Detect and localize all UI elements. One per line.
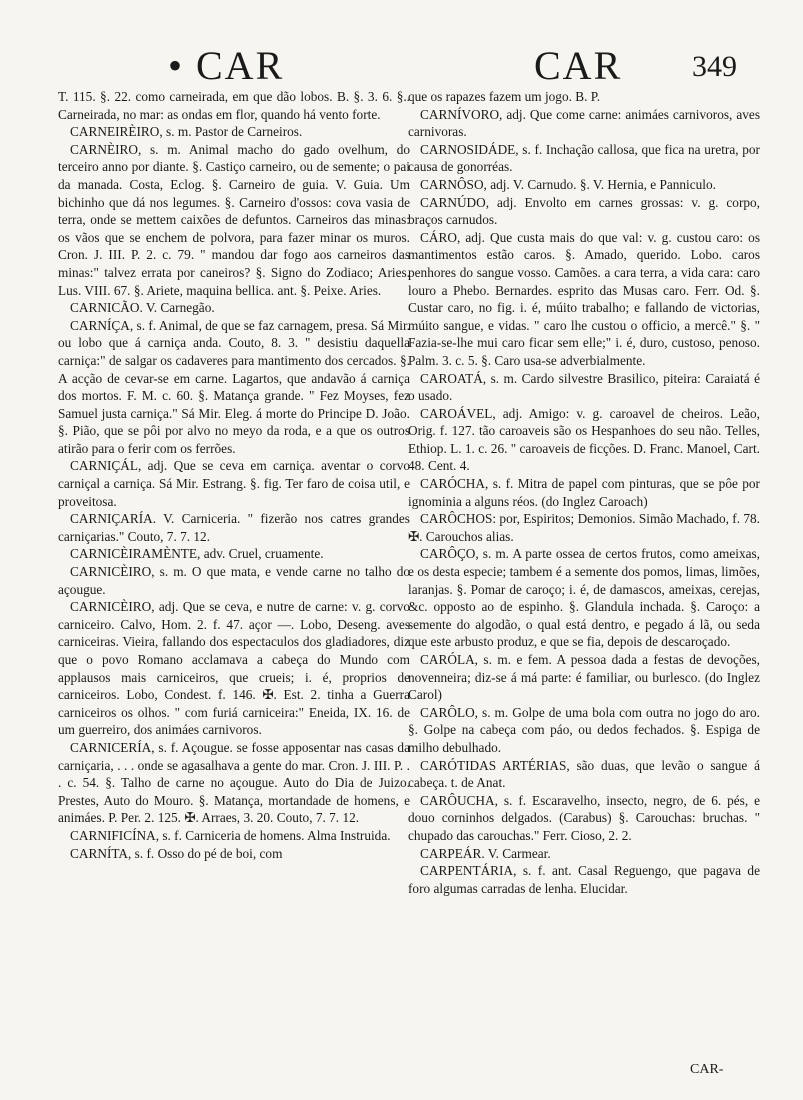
entry-carnoso: CARNÔSO, adj. V. Carnudo. §. V. Hernia, e Panniculo. — [420, 176, 716, 192]
entry-carnica: CARNÍÇA, s. f. Animal, de que se faz carnagem, presa. Sá Mir. ou lobo que á carniça anda. Couto, 8. 3. " desistiu daquella carniça:" de salgar os cadaveres para mantimento dos cercados. §. A acção de cevar-se em carne. Lagartos, que andavão á carniça dos mortos. F. M. c. 60. §. Matança grande. " Fez Moyses, fez Samuel justa carniça." Sá Mir. Eleg. á morte do Principe D. João. §. Pião, que se pôi por alvo no meyo da roda, e a que os outros atirão para o ferir com os ferrões. — [58, 317, 410, 456]
entry-carnita: CARNÍTA, s. f. Osso do pé de boi, com — [70, 845, 283, 861]
entry-carolo: CARÔLO, s. m. Golpe de uma bola com outra no jogo do aro. §. Golpe na cabeça com páo, ou dedos fechados. §. Espiga de milho debulhado. — [408, 704, 760, 755]
entry-carniceiro-adj: CARNICÈIRO, adj. Que se ceva, e nutre de carne: v. g. corvo carniceiro. Calvo, Hom. 2. f. 47. açor —. Lobo, Deseng. aves carniceiras. Vieira, fallando dos espectaculos dos gladiadores, diz que o povo Romano acclamava a cabeça do Mundo com applausos mais carniceiros, que crueis; i. é, proprios de carniceiros. Lobo, Condest. f. 146. ✠. Est. 2. tinha a Guerra carniceiros os olhos. " com furiá carniceira:" Eneida, IX. 16. de um guerreiro, dos animáes carnivoros. — [58, 599, 410, 738]
entry-carpear: CARPEÁR. V. Carmear. — [420, 845, 551, 861]
right-column — [408, 88, 760, 897]
entry-carnudo: CARNÚDO, adj. Envolto em carnes grossas: v. g. corpo, braços carnudos. — [408, 194, 760, 228]
entry-carnivoro: CARNÍVORO, adj. Que come carne: animáes carnivoros, aves carnivoras. — [408, 106, 760, 140]
catchword: CAR- — [690, 1062, 724, 1077]
entry-continuation: T. 115. §. 22. como carneirada, em que dão lobos. B. §. 3. 6. §.. Carneirada, no mar: as ondas em flor, quando há vento forte. — [58, 89, 410, 122]
entry-carnical: CARNIÇÁL, adj. Que se ceva em carniça. aventar o corvo carniçal a carniça. Sá Mir. Estrang. §. fig. Ter faro de coisa util, e proveitosa. — [58, 458, 410, 509]
entry-carneireiro: CARNEIRÈIRO, s. m. Pastor de Carneiros. — [70, 124, 303, 140]
entry-caroucha: CARÔUCHA, s. f. Escaravelho, insecto, negro, de 6. pés, e douo corninhos delgados. (Carabus) §. Carouchas: bruchas. " chupado das carouchas." Ferr. Cioso, 2. 2. — [408, 792, 760, 843]
entry-carola: CARÓLA, s. m. e fem. A pessoa dada a festas de devoções, novenneira; diz-se á má parte: é familiar, ou burlesco. (do Inglez Carol) — [408, 652, 760, 703]
entry-carneiro: CARNÈIRO, s. m. Animal macho do gado ovelhum, do terceiro anno por diante. §. Castiço carneiro, ou de semente; o pai da manada. Costa, Eclog. §. Carneiro de guia. V. Guia. Um bichinho que dá nos legumes. §. Carneiro d'ossos: cova vasia de terra, onde se mettem caixões de defuntos. Carneiros das minas: os vãos que se enchem de polvora, para fazer minar os muros. Cron. J. III. P. 2. c. 79. " mandou dar fogo aos carneiros das minas:" talvez errata por caneiros? §. Signo do Zodiaco; Aries. Lus. VIII. 67. §. Ariete, maquina bellica. ant. §. Peixe. Aries. — [58, 141, 410, 298]
left-column — [58, 88, 410, 862]
entry-carniceria: CARNICERÍA, s. f. Açougue. se fosse apposentar nas casas da carniçaria, . . . onde se agasalhava a gente do mar. Cron. J. III. P. . . c. 54. §. Talho de carne no açougue. Auto do Dia de Juizo. Prestes, Auto do Mouro. §. Matança, mortandade de homens, e animáes. P. Per. 2. 125. ✠. Arraes, 3. 20. Couto, 7. 7. 12. — [58, 739, 410, 826]
entry-carniceiro-noun: CARNICÈIRO, s. m. O que mata, e vende carne no talho do açougue. — [58, 564, 410, 597]
entry-carocha: CARÓCHA, s. f. Mitra de papel com pinturas, que se pôe por ignominia a alguns réos. (do Inglez Caroach) — [408, 476, 760, 509]
entry-carpentaria: CARPENTÁRIA, s. f. ant. Casal Reguengo, que pagava de foro algumas carradas de lenha. Elucidar. — [408, 863, 760, 896]
entry-caroco: CARÔÇO, s. m. A parte ossea de certos frutos, como ameixas, e os desta especie; tambem é a semente dos pomos, limas, limões, laranjas. §. Pomar de caroço; i. é, de damascos, ameixas, cerejas, &c. opposto ao de espinho. §. Glandula inchada. §. Caroço: a semente do algodão, o qual está dentro, e pegado á lã, ou seda que este arbusto produz, e que se fia, depois de descaroçado. — [408, 546, 760, 650]
entry-continuation: que os rapazes fazem um jogo. B. P. — [408, 89, 601, 104]
right-running-head: CAR — [534, 43, 623, 88]
page-number: 349 — [692, 50, 737, 83]
entry-carochos: CARÔCHOS: por, Espiritos; Demonios. Simão Machado, f. 78. ✠. Carouchos alias. — [408, 511, 761, 544]
entry-caroavel: CAROÁVEL, adj. Amigo: v. g. caroavel de cheiros. Leão, Orig. f. 127. tão caroaveis são os Hespanhoes do seu não. Telles, Ethiop. L. 1. c. 26. " caroaveis de ficções. D. Franc. Manoel, Cart. 48. Cent. 4. — [408, 405, 760, 474]
entry-carnosidade: CARNOSIDÁDE, s. f. Inchação callosa, que fica na uretra, por causa de gonorréas. — [408, 141, 760, 175]
entry-carniceiramente: CARNICÈIRAMÈNTE, adv. Cruel, cruamente. — [70, 546, 324, 562]
entry-carnicao: CARNICÃO. V. Carnegão. — [70, 300, 215, 316]
entry-caro: CÁRO, adj. Que custa mais do que val: v. g. custou caro: os mantimentos estão caros. §. Amado, querido. Lobo. caros penhores do sangue vosso. Camões. a cara terra, a vida cara: caro louro a Phebo. Bernardes. esprito das Musas caro. Ferr. Od. §. Custar caro, no fig. i. é, múito trabalho; e fallando de victorias, múito sangue, e vidas. " caro lhe custou o officio, a mercê." §. " Fazia-se-lhe mui caro ficar sem elle;" i. é, duro, custoso, penoso. Palm. 3. c. 5. §. Caro usa-se adverbialmente. — [408, 229, 760, 368]
page-header — [0, 38, 803, 88]
left-running-head: • CAR — [168, 43, 285, 88]
entry-carnicaria: CARNIÇARÍA. V. Carniceria. " fizerão nos catres grandes carniçarias." Couto, 7. 7. 12. — [58, 511, 410, 544]
entry-carotidas: CARÓTIDAS ARTÉRIAS, são duas, que levão o sangue á cabeça. t. de Anat. — [408, 757, 760, 791]
entry-carnificina: CARNIFICÍNA, s. f. Carniceria de homens. Alma Instruida. — [70, 827, 391, 843]
entry-caroata: CAROATÁ, s. m. Cardo silvestre Brasilico, piteira: Caraiatá é o usado. — [408, 370, 760, 404]
